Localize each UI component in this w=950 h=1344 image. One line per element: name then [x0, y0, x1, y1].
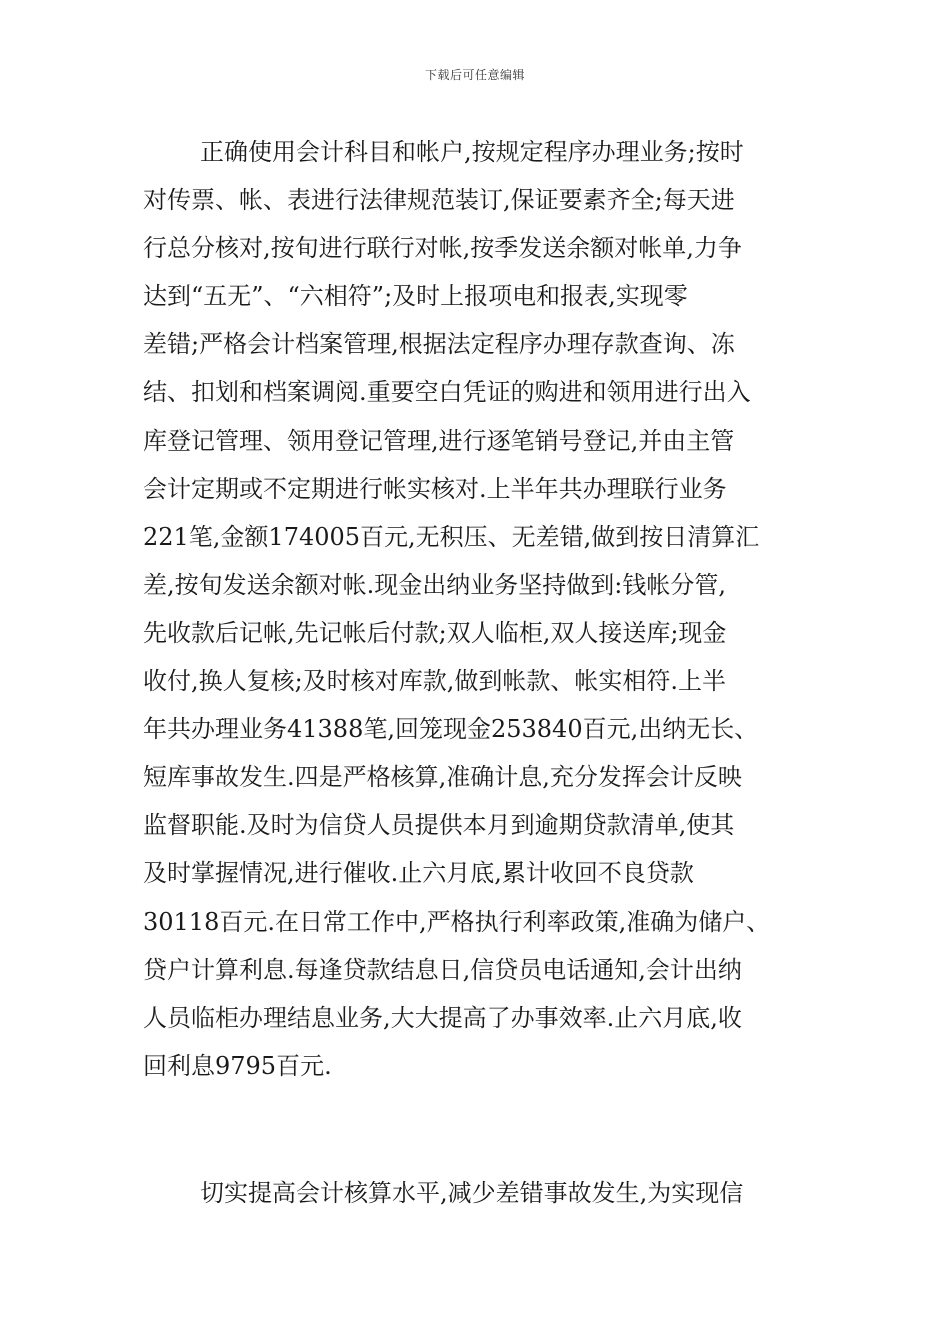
text-line: 监督职能.及时为信贷人员提供本月到逾期贷款清单,使其	[143, 811, 735, 840]
text-line: 贷户计算利息.每逢贷款结息日,信贷员电话通知,会计出纳	[143, 955, 742, 984]
text-line: 及时掌握情况,进行催收.止六月底,累计收回不良贷款	[143, 859, 694, 888]
text-line: 正确使用会计科目和帐户,按规定程序办理业务;按时	[200, 138, 744, 166]
page-header: 下载后可任意编辑	[424, 68, 525, 82]
text-line: 对传票、帐、表进行法律规范装订,保证要素齐全;每天进	[143, 186, 735, 215]
text-line: 先收款后记帐,先记帐后付款;双人临柜,双人接送库;现金	[143, 618, 727, 647]
text-line: 切实提高会计核算水平,减少差错事故发生,为实现信	[200, 1178, 744, 1207]
text-line: 达到“五无”、“六相符”;及时上报项电和报表,实现零	[143, 282, 688, 311]
text-line: 人员临柜办理结息业务,大大提高了办事效率.止六月底,收	[143, 1003, 742, 1032]
text-line: 221笔,金额174005百元,无积压、无差错,做到按日清算汇	[143, 522, 760, 551]
text-line: 会计定期或不定期进行帐实核对.上半年共办理联行业务	[143, 474, 727, 503]
document-body	[143, 128, 823, 1217]
text-line: 回利息9795百元.	[143, 1051, 332, 1080]
text-line: 收付,换人复核;及时核对库款,做到帐款、帐实相符.上半	[143, 667, 726, 696]
text-line: 行总分核对,按旬进行联行对帐,按季发送余额对帐单,力争	[143, 234, 742, 263]
text-line: 结、扣划和档案调阅.重要空白凭证的购进和领用进行出入	[143, 378, 751, 407]
paragraph-spacer	[143, 1090, 823, 1169]
text-line: 年共办理业务41388笔,回笼现金253840百元,出纳无长、	[143, 715, 759, 744]
text-line: 库登记管理、领用登记管理,进行逐笔销号登记,并由主管	[143, 426, 735, 455]
text-line: 30118百元.在日常工作中,严格执行利率政策,准确为储户、	[143, 907, 771, 936]
text-line: 短库事故发生.四是严格核算,准确计息,充分发挥会计反映	[143, 763, 742, 792]
text-line: 差错;严格会计档案管理,根据法定程序办理存款查询、冻	[143, 330, 735, 359]
paragraph-1	[143, 128, 823, 1090]
text-line: 差,按旬发送余额对帐.现金出纳业务坚持做到:钱帐分管,	[143, 570, 726, 599]
paragraph-2	[143, 1169, 823, 1217]
